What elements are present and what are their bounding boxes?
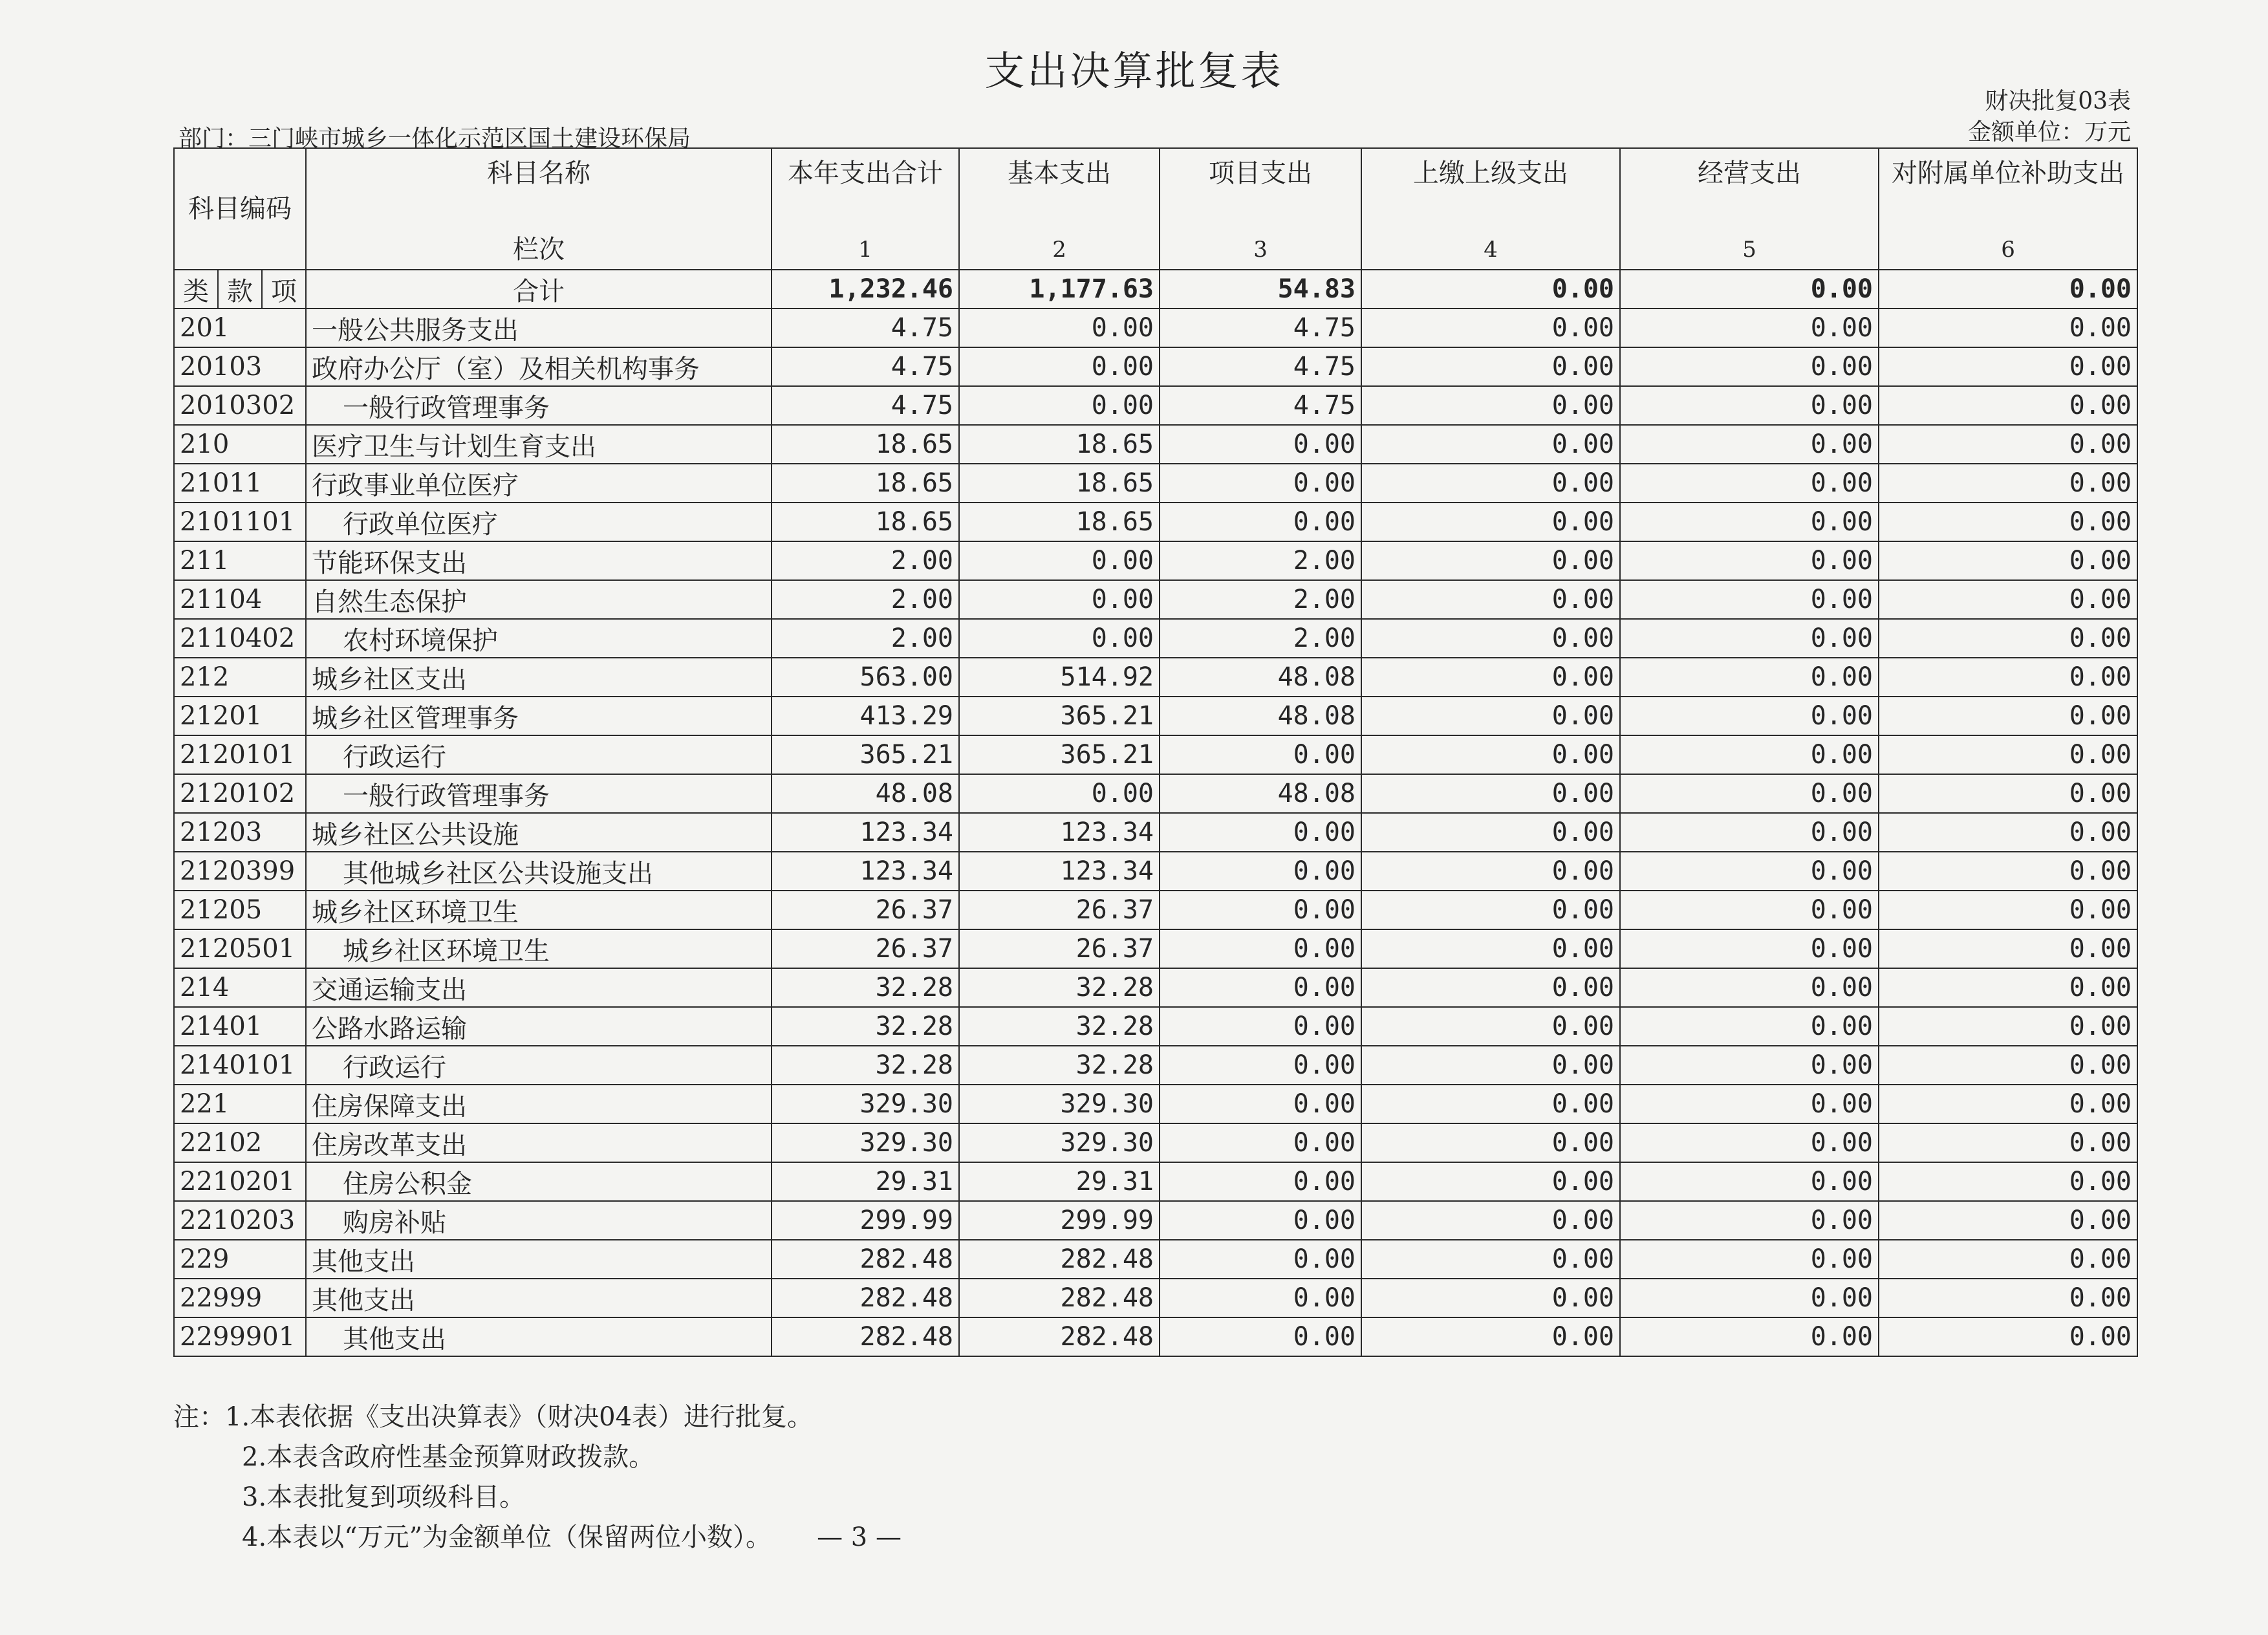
- subject-name: 政府办公厅（室）及相关机构事务: [306, 347, 772, 386]
- subject-name: 交通运输支出: [306, 968, 772, 1007]
- header-code-group: 科目编码: [174, 148, 306, 270]
- amount-cell-col-4: 0.00: [1361, 1123, 1620, 1162]
- amount-cell-col-6: 0.00: [1879, 503, 2137, 541]
- page-number: — 3 —: [817, 1522, 902, 1552]
- amount-cell-col-4: 0.00: [1361, 697, 1620, 735]
- amount-cell-col-5: 0.00: [1620, 1279, 1879, 1317]
- amount-cell-col-2: 26.37: [959, 891, 1160, 929]
- total-value: 54.83: [1160, 270, 1361, 309]
- amount-cell-col-1: 26.37: [772, 929, 959, 968]
- amount-cell-col-2: 514.92: [959, 658, 1160, 697]
- table-row: [174, 580, 2137, 619]
- header-col-6: [1879, 148, 2137, 270]
- subject-name: 行政运行: [306, 1046, 772, 1085]
- amount-cell-col-2: 329.30: [959, 1123, 1160, 1162]
- amount-cell-col-5: 0.00: [1620, 580, 1879, 619]
- amount-cell-col-1: 2.00: [772, 580, 959, 619]
- subject-code: 2140101: [174, 1046, 306, 1085]
- header-col-5-index: 5: [1742, 237, 1756, 263]
- amount-cell-col-2: 0.00: [959, 386, 1160, 425]
- amount-cell-col-2: 282.48: [959, 1240, 1160, 1279]
- amount-cell-col-2: 18.65: [959, 464, 1160, 503]
- header-col-4-index: 4: [1484, 237, 1498, 263]
- amount-cell-col-6: 0.00: [1879, 386, 2137, 425]
- amount-cell-col-1: 123.34: [772, 852, 959, 891]
- total-label: 合计: [306, 270, 772, 309]
- subject-name: 其他支出: [306, 1240, 772, 1279]
- amount-cell-col-5: 0.00: [1620, 1085, 1879, 1123]
- amount-cell-col-1: 282.48: [772, 1279, 959, 1317]
- amount-cell-col-4: 0.00: [1361, 1201, 1620, 1240]
- subject-code: 214: [174, 968, 306, 1007]
- subject-name: 城乡社区公共设施: [306, 813, 772, 852]
- subject-code: 211: [174, 541, 306, 580]
- amount-cell-col-6: 0.00: [1879, 891, 2137, 929]
- subject-name: 自然生态保护: [306, 580, 772, 619]
- subject-code: 2010302: [174, 386, 306, 425]
- amount-cell-col-5: 0.00: [1620, 1317, 1879, 1356]
- amount-cell-col-6: 0.00: [1879, 541, 2137, 580]
- subject-code: 2210203: [174, 1201, 306, 1240]
- subject-code: 2120101: [174, 735, 306, 774]
- amount-cell-col-5: 0.00: [1620, 425, 1879, 464]
- amount-cell-col-4: 0.00: [1361, 386, 1620, 425]
- amount-cell-col-1: 329.30: [772, 1085, 959, 1123]
- amount-cell-col-6: 0.00: [1879, 1279, 2137, 1317]
- amount-cell-col-1: 48.08: [772, 774, 959, 813]
- header-col-5: [1620, 148, 1879, 270]
- header-col-2-label: 基本支出: [1008, 158, 1112, 188]
- amount-cell-col-6: 0.00: [1879, 774, 2137, 813]
- amount-cell-col-2: 0.00: [959, 774, 1160, 813]
- header-col-2: [959, 148, 1160, 270]
- subject-code: 221: [174, 1085, 306, 1123]
- amount-cell-col-4: 0.00: [1361, 309, 1620, 347]
- amount-cell-col-3: 48.08: [1160, 658, 1361, 697]
- subject-code: 2120102: [174, 774, 306, 813]
- amount-cell-col-6: 0.00: [1879, 735, 2137, 774]
- footnotes: [173, 1397, 902, 1557]
- amount-cell-col-2: 0.00: [959, 309, 1160, 347]
- amount-cell-col-6: 0.00: [1879, 347, 2137, 386]
- amount-cell-col-4: 0.00: [1361, 580, 1620, 619]
- header-col-3-label: 项目支出: [1209, 158, 1313, 188]
- amount-cell-col-3: 48.08: [1160, 697, 1361, 735]
- subject-code: 2120501: [174, 929, 306, 968]
- amount-cell-col-6: 0.00: [1879, 464, 2137, 503]
- amount-cell-col-3: 0.00: [1160, 968, 1361, 1007]
- amount-cell-col-3: 4.75: [1160, 386, 1361, 425]
- code-sub-xiang: 项: [262, 270, 306, 309]
- subject-name: 城乡社区支出: [306, 658, 772, 697]
- amount-cell-col-6: 0.00: [1879, 658, 2137, 697]
- amount-cell-col-5: 0.00: [1620, 891, 1879, 929]
- amount-cell-col-1: 4.75: [772, 347, 959, 386]
- amount-cell-col-1: 26.37: [772, 891, 959, 929]
- amount-cell-col-5: 0.00: [1620, 1123, 1879, 1162]
- subject-name: 住房保障支出: [306, 1085, 772, 1123]
- subject-code: 210: [174, 425, 306, 464]
- subject-code: 229: [174, 1240, 306, 1279]
- amount-cell-col-4: 0.00: [1361, 1317, 1620, 1356]
- amount-cell-col-3: 4.75: [1160, 309, 1361, 347]
- table-row: [174, 1240, 2137, 1279]
- amount-cell-col-6: 0.00: [1879, 309, 2137, 347]
- total-value: 0.00: [1620, 270, 1879, 309]
- amount-cell-col-5: 0.00: [1620, 386, 1879, 425]
- header-col-6-index: 6: [2001, 237, 2015, 263]
- amount-cell-col-2: 329.30: [959, 1085, 1160, 1123]
- expenditure-table: [173, 147, 2138, 1357]
- amount-cell-col-6: 0.00: [1879, 1162, 2137, 1201]
- subject-code: 21011: [174, 464, 306, 503]
- table-row: [174, 425, 2137, 464]
- amount-cell-col-1: 4.75: [772, 386, 959, 425]
- header-col-3-index: 3: [1253, 237, 1268, 263]
- amount-cell-col-3: 0.00: [1160, 1046, 1361, 1085]
- amount-cell-col-6: 0.00: [1879, 813, 2137, 852]
- amount-cell-col-1: 29.31: [772, 1162, 959, 1201]
- amount-cell-col-5: 0.00: [1620, 658, 1879, 697]
- subject-name: 农村环境保护: [306, 619, 772, 658]
- amount-cell-col-5: 0.00: [1620, 697, 1879, 735]
- amount-cell-col-4: 0.00: [1361, 1085, 1620, 1123]
- amount-cell-col-4: 0.00: [1361, 425, 1620, 464]
- amount-cell-col-3: 0.00: [1160, 929, 1361, 968]
- amount-cell-col-3: 0.00: [1160, 852, 1361, 891]
- amount-cell-col-5: 0.00: [1620, 852, 1879, 891]
- amount-cell-col-5: 0.00: [1620, 774, 1879, 813]
- subject-name: 节能环保支出: [306, 541, 772, 580]
- amount-cell-col-6: 0.00: [1879, 1123, 2137, 1162]
- amount-cell-col-3: 0.00: [1160, 503, 1361, 541]
- amount-cell-col-1: 563.00: [772, 658, 959, 697]
- code-sub-kuan: 款: [218, 270, 262, 309]
- subject-name: 城乡社区环境卫生: [306, 929, 772, 968]
- subject-name: 住房改革支出: [306, 1123, 772, 1162]
- note-1: 注：1.本表依据《支出决算表》（财决04表）进行批复。: [173, 1402, 814, 1432]
- amount-cell-col-4: 0.00: [1361, 929, 1620, 968]
- amount-cell-col-4: 0.00: [1361, 968, 1620, 1007]
- amount-cell-col-5: 0.00: [1620, 1201, 1879, 1240]
- amount-cell-col-2: 0.00: [959, 619, 1160, 658]
- amount-cell-col-3: 48.08: [1160, 774, 1361, 813]
- table-row: [174, 1085, 2137, 1123]
- amount-cell-col-5: 0.00: [1620, 619, 1879, 658]
- amount-cell-col-4: 0.00: [1361, 464, 1620, 503]
- table-row: [174, 619, 2137, 658]
- amount-cell-col-4: 0.00: [1361, 1240, 1620, 1279]
- amount-cell-col-6: 0.00: [1879, 968, 2137, 1007]
- amount-cell-col-6: 0.00: [1879, 852, 2137, 891]
- form-number: 财决批复03表: [1985, 88, 2131, 114]
- amount-cell-col-1: 2.00: [772, 619, 959, 658]
- amount-cell-col-4: 0.00: [1361, 541, 1620, 580]
- subject-code: 2210201: [174, 1162, 306, 1201]
- amount-cell-col-2: 365.21: [959, 735, 1160, 774]
- amount-cell-col-4: 0.00: [1361, 1279, 1620, 1317]
- amount-cell-col-1: 282.48: [772, 1240, 959, 1279]
- total-value: 1,177.63: [959, 270, 1160, 309]
- subject-code: 22999: [174, 1279, 306, 1317]
- subject-name: 其他城乡社区公共设施支出: [306, 852, 772, 891]
- subject-name: 其他支出: [306, 1279, 772, 1317]
- amount-cell-col-5: 0.00: [1620, 503, 1879, 541]
- amount-cell-col-6: 0.00: [1879, 425, 2137, 464]
- amount-cell-col-3: 0.00: [1160, 1201, 1361, 1240]
- subject-code: 21203: [174, 813, 306, 852]
- header-col-1-index: 1: [858, 237, 872, 263]
- amount-cell-col-3: 2.00: [1160, 580, 1361, 619]
- amount-cell-col-3: 0.00: [1160, 1123, 1361, 1162]
- amount-cell-col-2: 365.21: [959, 697, 1160, 735]
- table-row: [174, 1162, 2137, 1201]
- amount-cell-col-5: 0.00: [1620, 1162, 1879, 1201]
- amount-cell-col-1: 413.29: [772, 697, 959, 735]
- table-row: [174, 1007, 2137, 1046]
- amount-cell-col-5: 0.00: [1620, 735, 1879, 774]
- amount-cell-col-2: 32.28: [959, 1046, 1160, 1085]
- header-col-5-label: 经营支出: [1698, 158, 1802, 188]
- amount-cell-col-2: 299.99: [959, 1201, 1160, 1240]
- table-row: [174, 891, 2137, 929]
- page-title: 支出决算批复表: [984, 47, 1284, 94]
- amount-cell-col-4: 0.00: [1361, 503, 1620, 541]
- amount-cell-col-2: 26.37: [959, 929, 1160, 968]
- total-row: [174, 270, 2137, 309]
- header-name-cell: [306, 148, 772, 270]
- table-row: [174, 968, 2137, 1007]
- amount-cell-col-2: 282.48: [959, 1279, 1160, 1317]
- amount-cell-col-6: 0.00: [1879, 1317, 2137, 1356]
- table-row: [174, 735, 2137, 774]
- amount-cell-col-6: 0.00: [1879, 1201, 2137, 1240]
- amount-cell-col-6: 0.00: [1879, 929, 2137, 968]
- amount-cell-col-4: 0.00: [1361, 658, 1620, 697]
- amount-cell-col-2: 0.00: [959, 580, 1160, 619]
- amount-cell-col-1: 365.21: [772, 735, 959, 774]
- amount-cell-col-4: 0.00: [1361, 1007, 1620, 1046]
- amount-cell-col-1: 18.65: [772, 425, 959, 464]
- subject-code: 201: [174, 309, 306, 347]
- subject-code: 20103: [174, 347, 306, 386]
- amount-cell-col-4: 0.00: [1361, 774, 1620, 813]
- subject-code: 21201: [174, 697, 306, 735]
- total-value: 1,232.46: [772, 270, 959, 309]
- code-sub-lei: 类: [174, 270, 218, 309]
- header-col-1: [772, 148, 959, 270]
- amount-cell-col-1: 32.28: [772, 1046, 959, 1085]
- subject-name: 一般行政管理事务: [306, 774, 772, 813]
- note-3: 3.本表批复到项级科目。: [242, 1482, 526, 1512]
- amount-cell-col-3: 0.00: [1160, 1162, 1361, 1201]
- amount-cell-col-1: 18.65: [772, 503, 959, 541]
- table-row: [174, 852, 2137, 891]
- table-row: [174, 813, 2137, 852]
- amount-cell-col-1: 123.34: [772, 813, 959, 852]
- amount-cell-col-2: 123.34: [959, 813, 1160, 852]
- subject-name: 一般行政管理事务: [306, 386, 772, 425]
- table-row: [174, 929, 2137, 968]
- note-2: 2.本表含政府性基金预算财政拨款。: [242, 1442, 655, 1472]
- subject-name: 行政单位医疗: [306, 503, 772, 541]
- amount-cell-col-2: 123.34: [959, 852, 1160, 891]
- amount-cell-col-1: 4.75: [772, 309, 959, 347]
- subject-name: 城乡社区管理事务: [306, 697, 772, 735]
- table-row: [174, 658, 2137, 697]
- amount-cell-col-6: 0.00: [1879, 697, 2137, 735]
- amount-cell-col-6: 0.00: [1879, 580, 2137, 619]
- subject-name: 公路水路运输: [306, 1007, 772, 1046]
- amount-cell-col-4: 0.00: [1361, 619, 1620, 658]
- amount-cell-col-5: 0.00: [1620, 1240, 1879, 1279]
- header-col-6-label: 对附属单位补助支出: [1892, 158, 2125, 188]
- header-col-2-index: 2: [1052, 237, 1066, 263]
- table-row: [174, 1201, 2137, 1240]
- header-row-label: 栏次: [513, 235, 565, 265]
- amount-cell-col-2: 282.48: [959, 1317, 1160, 1356]
- table-row: [174, 1317, 2137, 1356]
- amount-cell-col-4: 0.00: [1361, 813, 1620, 852]
- amount-cell-col-3: 4.75: [1160, 347, 1361, 386]
- table-row: [174, 386, 2137, 425]
- department-label: 部门：三门峡市城乡一体化示范区国土建设环保局: [178, 125, 691, 152]
- amount-cell-col-4: 0.00: [1361, 852, 1620, 891]
- table-row: [174, 1123, 2137, 1162]
- amount-cell-col-2: 0.00: [959, 347, 1160, 386]
- amount-cell-col-6: 0.00: [1879, 1085, 2137, 1123]
- subject-code: 21401: [174, 1007, 306, 1046]
- amount-cell-col-6: 0.00: [1879, 1240, 2137, 1279]
- amount-cell-col-5: 0.00: [1620, 813, 1879, 852]
- amount-cell-col-3: 0.00: [1160, 1279, 1361, 1317]
- amount-cell-col-2: 0.00: [959, 541, 1160, 580]
- subject-code: 212: [174, 658, 306, 697]
- amount-cell-col-5: 0.00: [1620, 968, 1879, 1007]
- amount-cell-col-3: 0.00: [1160, 1007, 1361, 1046]
- note-4: 4.本表以“万元”为金额单位（保留两位小数）。: [242, 1522, 772, 1552]
- amount-cell-col-3: 0.00: [1160, 813, 1361, 852]
- amount-cell-col-2: 18.65: [959, 425, 1160, 464]
- amount-cell-col-3: 0.00: [1160, 1085, 1361, 1123]
- amount-cell-col-3: 0.00: [1160, 735, 1361, 774]
- subject-name: 购房补贴: [306, 1201, 772, 1240]
- amount-cell-col-3: 0.00: [1160, 1317, 1361, 1356]
- amount-cell-col-4: 0.00: [1361, 1162, 1620, 1201]
- amount-cell-col-2: 18.65: [959, 503, 1160, 541]
- table-row: [174, 347, 2137, 386]
- amount-cell-col-4: 0.00: [1361, 1046, 1620, 1085]
- table-row: [174, 1046, 2137, 1085]
- amount-cell-col-4: 0.00: [1361, 735, 1620, 774]
- amount-cell-col-1: 2.00: [772, 541, 959, 580]
- amount-cell-col-4: 0.00: [1361, 891, 1620, 929]
- subject-code: 22102: [174, 1123, 306, 1162]
- amount-cell-col-3: 2.00: [1160, 541, 1361, 580]
- table-row: [174, 541, 2137, 580]
- header-col-1-label: 本年支出合计: [788, 158, 944, 188]
- subject-name: 医疗卫生与计划生育支出: [306, 425, 772, 464]
- header-col-3: [1160, 148, 1361, 270]
- amount-cell-col-2: 32.28: [959, 1007, 1160, 1046]
- subject-code: 2299901: [174, 1317, 306, 1356]
- subject-code: 2101101: [174, 503, 306, 541]
- subject-name: 一般公共服务支出: [306, 309, 772, 347]
- note-4-line: [173, 1517, 902, 1557]
- amount-cell-col-1: 18.65: [772, 464, 959, 503]
- amount-cell-col-5: 0.00: [1620, 347, 1879, 386]
- table-row: [174, 464, 2137, 503]
- amount-cell-col-5: 0.00: [1620, 929, 1879, 968]
- header-col-4: [1361, 148, 1620, 270]
- subject-name: 行政运行: [306, 735, 772, 774]
- subject-name: 城乡社区环境卫生: [306, 891, 772, 929]
- amount-cell-col-5: 0.00: [1620, 1046, 1879, 1085]
- amount-cell-col-6: 0.00: [1879, 1046, 2137, 1085]
- table-row: [174, 774, 2137, 813]
- amount-cell-col-3: 0.00: [1160, 464, 1361, 503]
- amount-cell-col-6: 0.00: [1879, 619, 2137, 658]
- header-col-4-label: 上缴上级支出: [1413, 158, 1569, 188]
- table-row: [174, 309, 2137, 347]
- total-value: 0.00: [1361, 270, 1620, 309]
- amount-cell-col-5: 0.00: [1620, 541, 1879, 580]
- amount-cell-col-3: 0.00: [1160, 891, 1361, 929]
- subject-code: 21104: [174, 580, 306, 619]
- header-name: 科目名称: [487, 158, 591, 188]
- amount-cell-col-1: 282.48: [772, 1317, 959, 1356]
- table-row: [174, 697, 2137, 735]
- amount-cell-col-2: 29.31: [959, 1162, 1160, 1201]
- amount-cell-col-5: 0.00: [1620, 1007, 1879, 1046]
- amount-unit: 金额单位：万元: [1967, 119, 2131, 146]
- amount-cell-col-1: 329.30: [772, 1123, 959, 1162]
- amount-cell-col-6: 0.00: [1879, 1007, 2137, 1046]
- subject-name: 其他支出: [306, 1317, 772, 1356]
- subject-code: 21205: [174, 891, 306, 929]
- subject-name: 住房公积金: [306, 1162, 772, 1201]
- amount-cell-col-4: 0.00: [1361, 347, 1620, 386]
- subject-code: 2120399: [174, 852, 306, 891]
- amount-cell-col-5: 0.00: [1620, 464, 1879, 503]
- amount-cell-col-3: 0.00: [1160, 425, 1361, 464]
- amount-cell-col-5: 0.00: [1620, 309, 1879, 347]
- amount-cell-col-2: 32.28: [959, 968, 1160, 1007]
- table-row: [174, 503, 2137, 541]
- amount-cell-col-3: 2.00: [1160, 619, 1361, 658]
- subject-name: 行政事业单位医疗: [306, 464, 772, 503]
- amount-cell-col-1: 32.28: [772, 1007, 959, 1046]
- total-value: 0.00: [1879, 270, 2137, 309]
- amount-cell-col-1: 299.99: [772, 1201, 959, 1240]
- amount-cell-col-1: 32.28: [772, 968, 959, 1007]
- amount-cell-col-3: 0.00: [1160, 1240, 1361, 1279]
- table-row: [174, 1279, 2137, 1317]
- subject-code: 2110402: [174, 619, 306, 658]
